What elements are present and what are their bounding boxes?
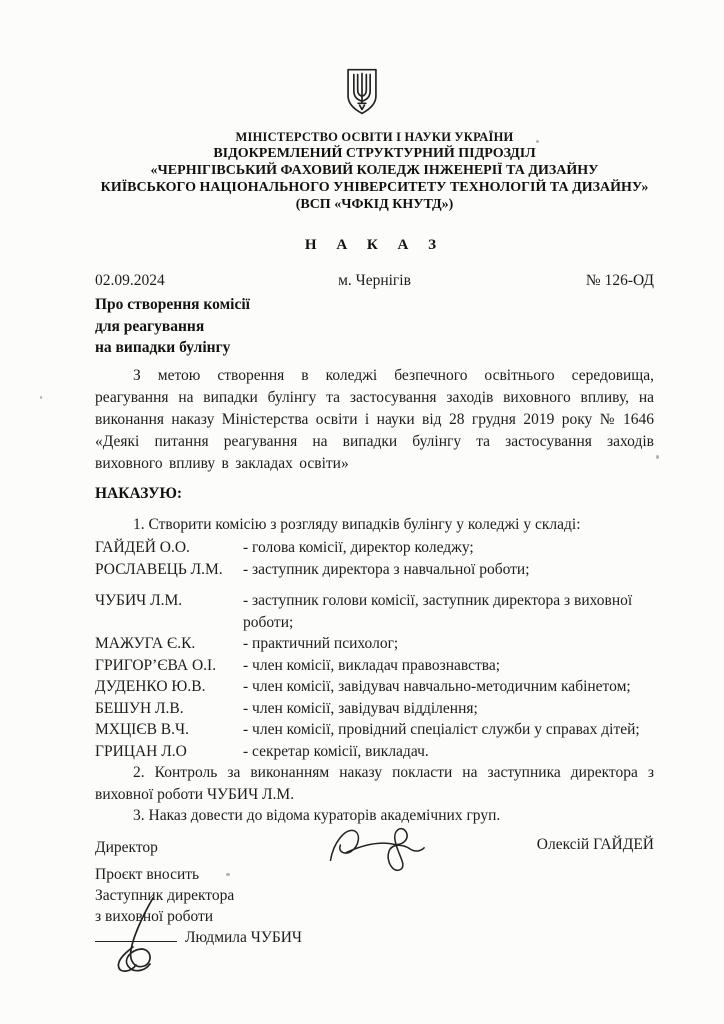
org-line-4: (ВСП «ЧФКІД КНУТД») [295, 197, 454, 212]
scan-speck [226, 873, 230, 876]
director-label: Директор [95, 838, 158, 856]
order-date: 02.09.2024 [95, 272, 165, 289]
commission-member-name: ГРИГОР’ЄВА О.І. [95, 656, 217, 674]
order-subject [95, 294, 654, 359]
commission-member-role: - член комісії, завідувач навчально-методичним кабінетом; [243, 678, 631, 695]
commission-member-role: - секретар комісії, викладач. [243, 742, 429, 760]
subject-line-3: на випадки булінгу [95, 339, 231, 356]
scan-speck [656, 455, 659, 459]
scan-speck [40, 396, 42, 399]
scan-speck [536, 140, 539, 143]
commission-member-name: ГРИЦАН Л.О [95, 742, 187, 760]
project-line-3: з виховної роботи [95, 907, 214, 925]
deputy-handwritten-signature-icon [103, 895, 189, 973]
director-handwritten-signature-icon [320, 819, 440, 873]
commission-member-role: - член комісії, завідувач відділення; [243, 699, 478, 717]
order-item-2: 2. Контроль за виконанням наказу покласти на заступника директора з виховної роботи ЧУБИЧ Л.М. [95, 764, 654, 803]
preamble-paragraph: З метою створення в коледжі безпечного освітнього середовища, реагування на випадки булінгу та застосування заходів виховного впливу, на виконання наказу Міністерства освіти і науки від 28 грудня 2019 року № 1646 «Деякі питання реагування на випадки булінгу та застосування заходів виховного впливу в закладах освіти» [95, 366, 654, 472]
order-item-3: 3. Наказ довести до відома кураторів академічних груп. [133, 807, 501, 824]
org-line-1: ВІДОКРЕМЛЕНИЙ СТРУКТУРНИЙ ПІДРОЗДІЛ [213, 146, 536, 161]
org-line-3: КИЇВСЬКОГО НАЦІОНАЛЬНОГО УНІВЕРСИТЕТУ ТЕХНОЛОГІЙ ТА ДИЗАЙНУ» [100, 180, 649, 195]
commission-member-role: - заступник голови комісії, заступник директора з виховної роботи; [243, 592, 633, 631]
document-body [0, 130, 724, 949]
director-name: Олексій ГАЙДЕЙ [536, 835, 654, 853]
ukraine-trident-emblem [338, 58, 386, 126]
commission-member-name: МАЖУГА Є.К. [95, 635, 196, 652]
ministry-line: МІНІСТЕРСТВО ОСВІТИ І НАУКИ УКРАЇНИ [235, 130, 514, 144]
order-meta-row [95, 270, 654, 291]
project-signature-row [95, 927, 654, 949]
org-line-2: «ЧЕРНІГІВСЬКИЙ ФАХОВИЙ КОЛЕДЖ ІНЖЕНЕРІЇ ТА ДИЗАЙНУ [150, 163, 599, 178]
commission-row [95, 633, 654, 655]
commission-row [95, 698, 654, 720]
commission-row [95, 719, 654, 741]
project-author-block [95, 864, 654, 949]
order-number: № 126-ОД [585, 272, 654, 289]
commission-member-name: ЧУБИЧ Л.М. [95, 592, 183, 609]
commission-row [95, 676, 654, 698]
commission-row [95, 559, 654, 581]
commission-member-role: - практичний психолог; [243, 635, 399, 652]
commission-member-name: ГАЙДЕЙ О.О. [95, 539, 190, 556]
subject-line-1: Про створення комісії [95, 296, 250, 313]
project-line-1: Проєкт вносить [95, 865, 200, 883]
commission-member-name: БЕШУН Л.В. [95, 699, 184, 717]
commission-member-name: РОСЛАВЕЦЬ Л.М. [95, 560, 223, 578]
commission-member-name: ДУДЕНКО Ю.В. [95, 678, 206, 695]
commission-member-role: - голова комісії, директор коледжу; [243, 539, 474, 556]
commission-row [95, 590, 654, 633]
commission-member-role: - заступник директора з навчальної роботи; [243, 560, 530, 578]
commission-row [95, 741, 654, 763]
commission-list [95, 537, 654, 762]
commission-member-role: - член комісії, викладач правознавства; [243, 656, 501, 674]
project-line-2: Заступник директора [95, 886, 235, 904]
director-signature-row [95, 837, 654, 858]
commission-member-name: МХЦІЄВ В.Ч. [95, 721, 189, 738]
order-city: м. Чернігів [338, 272, 411, 289]
order-word: НАКАЗУЮ: [95, 484, 183, 502]
commission-row [95, 537, 654, 559]
commission-row [95, 655, 654, 677]
order-title: Н А К А З [304, 237, 445, 253]
project-author-name: Людмила ЧУБИЧ [185, 928, 302, 946]
commission-member-role: - член комісії, провідний спеціаліст служби у справах дітей; [243, 721, 640, 738]
subject-line-2: для реагування [95, 317, 205, 335]
order-item-1: 1. Створити комісію з розгляду випадків булінгу у коледжі у складі: [133, 515, 581, 533]
